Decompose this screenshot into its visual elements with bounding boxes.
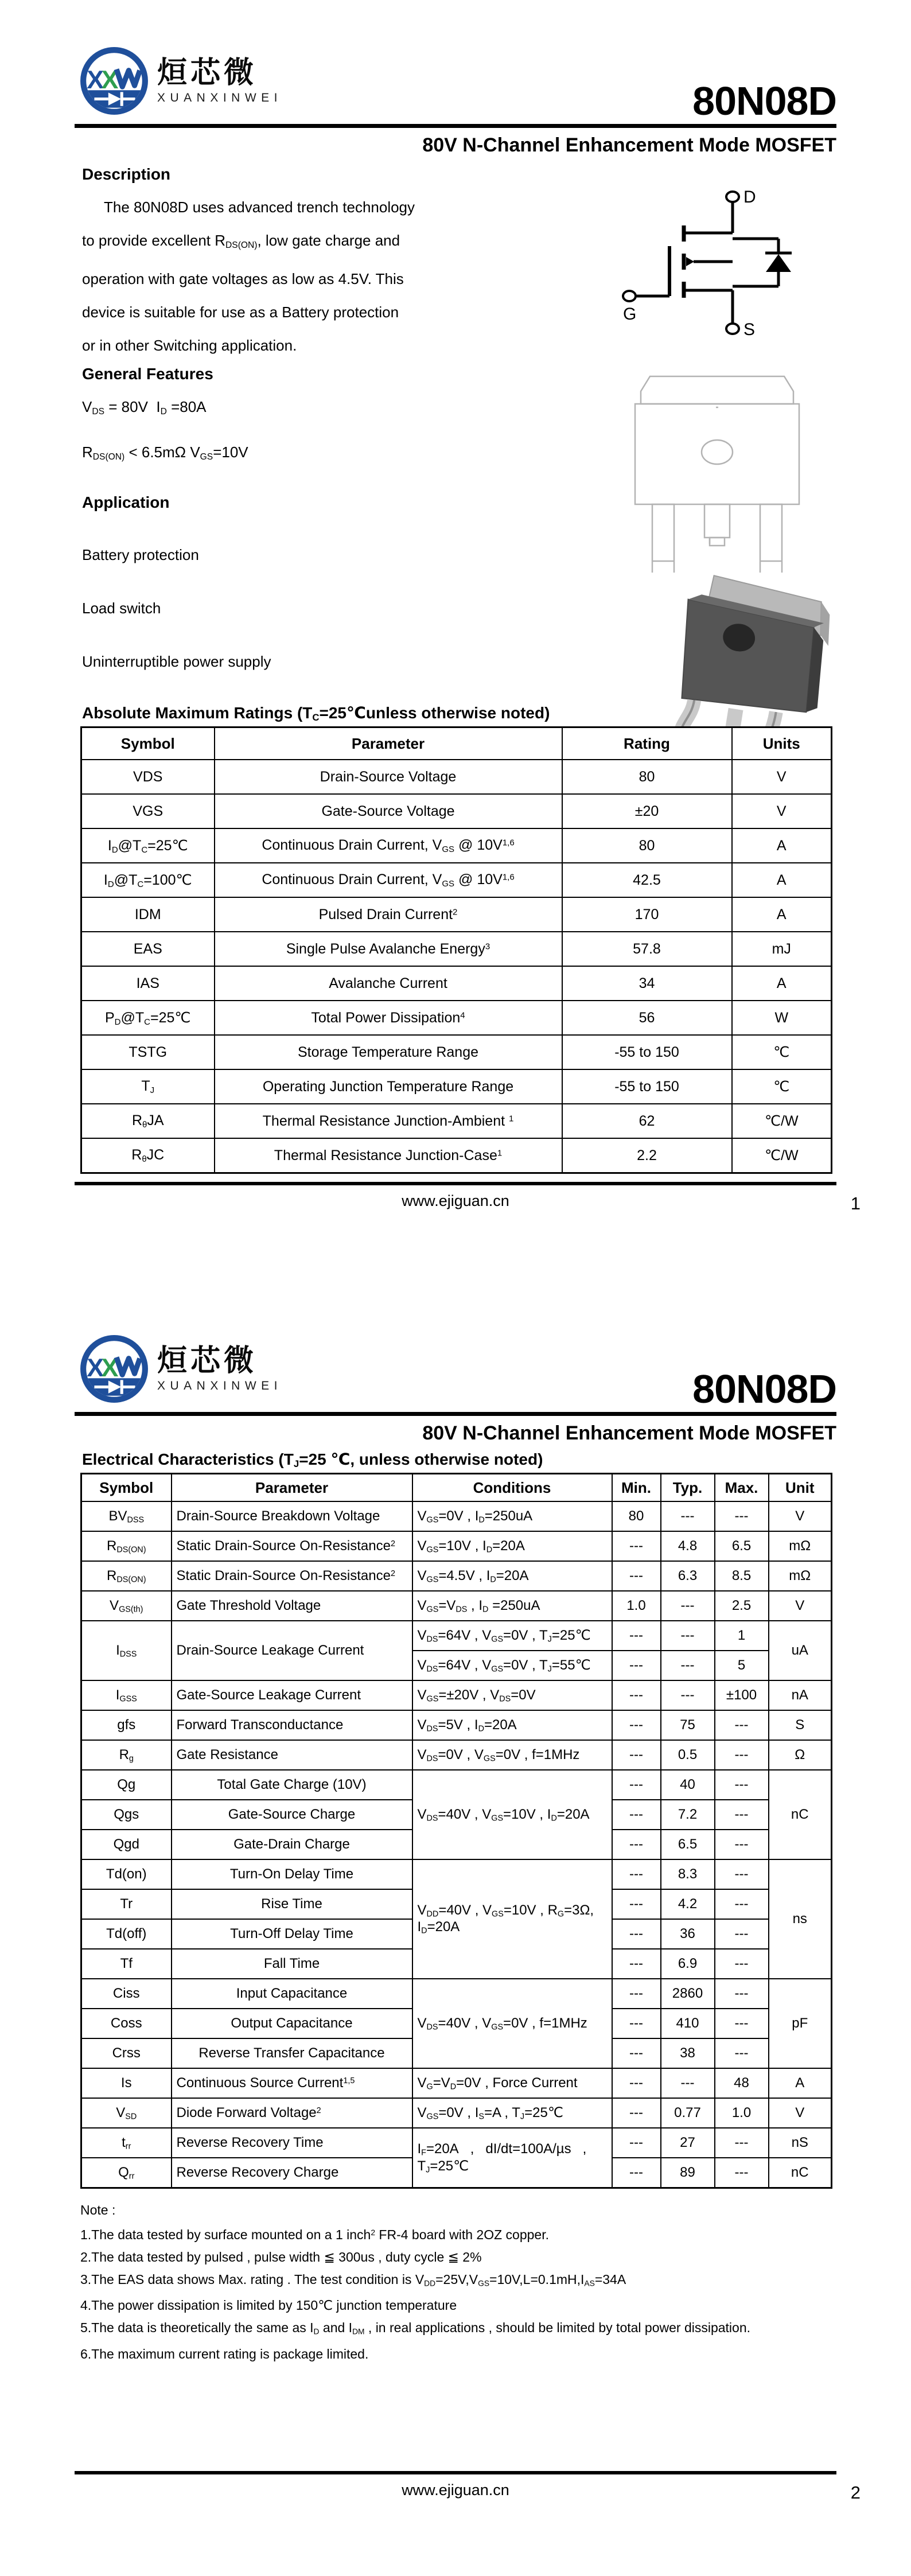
table-cell: 6.3 <box>661 1561 715 1591</box>
table-row <box>81 1104 832 1138</box>
table-cell: --- <box>715 1710 769 1740</box>
table-cell: 8.5 <box>715 1561 769 1591</box>
table-cell: Gate Threshold Voltage <box>172 1591 412 1621</box>
column-header: Units <box>732 727 832 760</box>
column-header: Typ. <box>661 1474 715 1502</box>
table-cell: 0.5 <box>661 1740 715 1770</box>
table-cell: Qg <box>81 1770 172 1800</box>
table-cell: Input Capacitance <box>172 1979 412 2009</box>
table-cell: $R_{DS(ON)}$ <box>81 1561 172 1591</box>
table-cell: --- <box>715 1770 769 1800</box>
table-cell: V <box>732 794 832 828</box>
table-cell: $I_{GSS}$ <box>81 1680 172 1710</box>
table-cell: 57.8 <box>562 932 732 966</box>
table-cell: --- <box>612 1919 661 1949</box>
table-cell: VDS <box>81 760 215 794</box>
terminal-label-d: D <box>743 188 756 207</box>
table-cell: ℃ <box>732 1035 832 1069</box>
table-cell: --- <box>715 1830 769 1859</box>
table-cell: W <box>732 1001 832 1035</box>
table-row <box>81 828 832 863</box>
header-row <box>81 1474 832 1502</box>
table-cell: --- <box>612 2038 661 2068</box>
svg-text:X: X <box>87 1354 104 1383</box>
table-cell: Is <box>81 2068 172 2098</box>
part-number: 80N08D <box>692 79 836 123</box>
page-number: 1 <box>850 1193 861 1213</box>
table-header <box>81 727 832 760</box>
header-row <box>81 727 832 760</box>
table-cell: IAS <box>81 966 215 1001</box>
table-cell: 7.2 <box>661 1800 715 1830</box>
electrical-characteristics-table <box>80 1473 832 2189</box>
table-row <box>81 1138 832 1173</box>
footer-rule <box>75 2471 836 2474</box>
table-cell: Gate-Source Charge <box>172 1800 412 1830</box>
table-header <box>81 1474 832 1502</box>
table-row <box>81 1561 832 1591</box>
brand-name-cn: 烜芯微 <box>157 1344 258 1378</box>
table-cell: $V_{GS}=0V$ , $I_D=250uA$ <box>412 1501 612 1531</box>
table-cell: 4.2 <box>661 1889 715 1919</box>
table-cell: $V_{GS}=0V$ , $I_S=A$ , $T_J=25℃$ <box>412 2098 612 2128</box>
table-cell: $I_{DSS}$ <box>81 1621 172 1680</box>
column-header: Rating <box>562 727 732 760</box>
table-cell: nS <box>769 2128 832 2158</box>
table-cell: ℃ <box>732 1069 832 1104</box>
table-cell: Continuous Drain Current, $V_{GS}$ @ $10V^{1,6}$ <box>215 863 562 897</box>
table-cell: V <box>769 1501 832 1531</box>
table-cell: ℃/W <box>732 1104 832 1138</box>
table-cell: --- <box>612 1830 661 1859</box>
table-cell: Diode Forward Voltage$^2$ <box>172 2098 412 2128</box>
notes-section <box>80 2199 750 2365</box>
table-cell: V <box>769 2098 832 2128</box>
table-cell: Gate-Source Leakage Current <box>172 1680 412 1710</box>
table-cell: --- <box>612 2068 661 2098</box>
table-cell: Output Capacitance <box>172 2009 412 2038</box>
table-row <box>81 2128 832 2158</box>
brand-name-en: XUANXINWEI <box>157 1379 283 1392</box>
table-cell: --- <box>612 2128 661 2158</box>
column-header: Symbol <box>81 1474 172 1502</box>
table-cell: Td(on) <box>81 1859 172 1889</box>
table-cell: --- <box>661 1680 715 1710</box>
table-cell: Ω <box>769 1740 832 1770</box>
table-row <box>81 863 832 897</box>
table-cell: 410 <box>661 2009 715 2038</box>
table-cell: --- <box>612 1651 661 1680</box>
table-cell: 2.5 <box>715 1591 769 1621</box>
table-cell: 48 <box>715 2068 769 2098</box>
table-cell: 80 <box>562 760 732 794</box>
table-cell: --- <box>661 1591 715 1621</box>
table-cell: V <box>769 1591 832 1621</box>
table-cell: Thermal Resistance Junction-Case$^1$ <box>215 1138 562 1173</box>
table-cell: Static Drain-Source On-Resistance$^2$ <box>172 1561 412 1591</box>
table-cell: 2.2 <box>562 1138 732 1173</box>
table-cell: gfs <box>81 1710 172 1740</box>
table-cell: Continuous Drain Current, $V_{GS}$ @ $10V^{1,6}$ <box>215 828 562 863</box>
table-cell: Tf <box>81 1949 172 1979</box>
footer-url: www.ejiguan.cn <box>402 2481 509 2499</box>
table-cell: 75 <box>661 1710 715 1740</box>
table-row <box>81 1591 832 1621</box>
column-header: Unit <box>769 1474 832 1502</box>
description-line: device is suitable for use as a Battery protection <box>82 303 399 321</box>
table-cell: ±100 <box>715 1680 769 1710</box>
table-cell: VGS <box>81 794 215 828</box>
column-header: Parameter <box>172 1474 412 1502</box>
column-header: Max. <box>715 1474 769 1502</box>
brand-logo-icon <box>79 46 149 116</box>
table-cell: --- <box>661 1651 715 1680</box>
description-paragraph <box>82 190 587 362</box>
table-cell: Ciss <box>81 1979 172 2009</box>
column-header: Conditions <box>412 1474 612 1502</box>
terminal-label-s: S <box>743 320 756 339</box>
table-cell: --- <box>612 1889 661 1919</box>
table-cell: Continuous Source Current$^{1,5}$ <box>172 2068 412 2098</box>
table-row <box>81 966 832 1001</box>
table-cell: 1 <box>715 1621 769 1651</box>
table-cell: 6.9 <box>661 1949 715 1979</box>
table-cell: $R_\theta JA$ <box>81 1104 215 1138</box>
table-row <box>81 2068 832 2098</box>
header-rule <box>75 124 836 128</box>
table-cell: Qgd <box>81 1830 172 1859</box>
table-cell: --- <box>612 1859 661 1889</box>
table-row <box>81 1979 832 2009</box>
terminal-label-g: G <box>623 305 637 324</box>
table-cell: Gate-Drain Charge <box>172 1830 412 1859</box>
notes-list <box>80 2221 750 2365</box>
table-row <box>81 1859 832 1889</box>
table-cell: --- <box>715 1740 769 1770</box>
mosfet-symbol-icon <box>615 170 804 365</box>
table-cell: Tr <box>81 1889 172 1919</box>
table-cell: 1.0 <box>715 2098 769 2128</box>
table-cell: A <box>732 897 832 932</box>
absolute-maximum-ratings-table <box>80 726 832 1174</box>
table-cell: $BV_{DSS}$ <box>81 1501 172 1531</box>
table-cell: pF <box>769 1979 832 2068</box>
table-cell: A <box>732 966 832 1001</box>
table-cell: 80 <box>612 1501 661 1531</box>
table-cell: Thermal Resistance Junction-Ambient $^1$ <box>215 1104 562 1138</box>
table-cell: $V_{GS}=4.5V$ , $I_D=20A$ <box>412 1561 612 1591</box>
table-cell: Single Pulse Avalanche Energy$^3$ <box>215 932 562 966</box>
table-cell: Reverse Transfer Capacitance <box>172 2038 412 2068</box>
table-row <box>81 1501 832 1531</box>
table-cell: Rise Time <box>172 1889 412 1919</box>
table-cell: --- <box>612 1979 661 2009</box>
table-cell: --- <box>612 2158 661 2188</box>
table-cell: --- <box>715 1889 769 1919</box>
table-cell: $I_F=20A$ , dI/dt=100A/µs , $T_J=25℃$ <box>412 2128 612 2188</box>
table-cell: Reverse Recovery Time <box>172 2128 412 2158</box>
application-item: Battery protection <box>82 546 199 563</box>
table-row <box>81 2098 832 2128</box>
table-cell: TSTG <box>81 1035 215 1069</box>
table-cell: $V_{DS}=64V$ , $V_{GS}=0V$ , $T_J=25℃$ <box>412 1621 612 1651</box>
description-line: operation with gate voltages as low as 4.5V. This <box>82 270 404 287</box>
table-cell: 4.8 <box>661 1531 715 1561</box>
table-cell: V <box>732 760 832 794</box>
table-row <box>81 1710 832 1740</box>
table-cell: 40 <box>661 1770 715 1800</box>
table-row <box>81 932 832 966</box>
description-line: or in other Switching application. <box>82 336 297 354</box>
table-cell: -55 to 150 <box>562 1035 732 1069</box>
note-line: 4.The power dissipation is limited by 150℃ junction temperature <box>80 2298 457 2313</box>
footer-rule <box>75 1182 836 1185</box>
table-cell: 5 <box>715 1651 769 1680</box>
mosfet-arrow <box>686 257 694 266</box>
table-cell: --- <box>612 2009 661 2038</box>
table-cell: nC <box>769 2158 832 2188</box>
page-number: 2 <box>850 2482 861 2503</box>
table-row <box>81 1680 832 1710</box>
table-cell: 89 <box>661 2158 715 2188</box>
ec-table-title: Electrical Characteristics ($T_J=25$ ℃, unless otherwise noted) <box>82 1450 543 1470</box>
part-number: 80N08D <box>692 1367 836 1411</box>
table-cell: $V_{GS}=10V$ , $I_D=20A$ <box>412 1531 612 1561</box>
table-cell: $I_D@T_C=25℃$ <box>81 828 215 863</box>
application-item: Load switch <box>82 600 161 617</box>
package-outline-drawing <box>622 372 812 573</box>
table-cell: $I_D@T_C=100℃$ <box>81 863 215 897</box>
table-cell: Operating Junction Temperature Range <box>215 1069 562 1104</box>
table-cell: nA <box>769 1680 832 1710</box>
table-cell: uA <box>769 1621 832 1680</box>
table-cell: $V_{DS}=64V$ , $V_{GS}=0V$ , $T_J=55℃$ <box>412 1651 612 1680</box>
table-cell: 62 <box>562 1104 732 1138</box>
table-cell: --- <box>612 2098 661 2128</box>
table-cell: $P_D@T_C=25℃$ <box>81 1001 215 1035</box>
table-row <box>81 760 832 794</box>
table-row <box>81 794 832 828</box>
table-cell: S <box>769 1710 832 1740</box>
table-cell: 6.5 <box>661 1830 715 1859</box>
column-header: Min. <box>612 1474 661 1502</box>
table-cell: ±20 <box>562 794 732 828</box>
table-cell: IDM <box>81 897 215 932</box>
table-cell: --- <box>715 2128 769 2158</box>
column-header: Symbol <box>81 727 215 760</box>
table-cell: Turn-Off Delay Time <box>172 1919 412 1949</box>
table-cell: $V_{DS}=40V$ , $V_{GS}=0V$ , f=1MHz <box>412 1979 612 2068</box>
application-heading: Application <box>82 493 170 511</box>
company-logo <box>79 46 282 116</box>
table-cell: Total Gate Charge (10V) <box>172 1770 412 1800</box>
table-cell: $Q_{rr}$ <box>81 2158 172 2188</box>
table-cell: -55 to 150 <box>562 1069 732 1104</box>
table-cell: Drain-Source Breakdown Voltage <box>172 1501 412 1531</box>
table-row <box>81 1069 832 1104</box>
table-cell: --- <box>715 1949 769 1979</box>
table-cell: --- <box>715 1800 769 1830</box>
table-cell: --- <box>612 1800 661 1830</box>
table-cell: 34 <box>562 966 732 1001</box>
table-cell: Pulsed Drain Current$^2$ <box>215 897 562 932</box>
table-cell: --- <box>661 2068 715 2098</box>
table-cell: $V_{DD}=40V$ , $V_{GS}=10V$ , $R_G=3\Omega$, $I_D=20A$ <box>412 1859 612 1979</box>
table-cell: --- <box>715 1919 769 1949</box>
table-cell: --- <box>612 1621 661 1651</box>
brand-name-en: XUANXINWEI <box>157 91 283 104</box>
table-cell: 36 <box>661 1919 715 1949</box>
table-cell: Gate-Source Voltage <box>215 794 562 828</box>
document-subtitle: 80V N-Channel Enhancement Mode MOSFET <box>422 134 836 156</box>
table-cell: --- <box>715 2158 769 2188</box>
table-cell: Drain-Source Leakage Current <box>172 1621 412 1680</box>
table-row <box>81 1740 832 1770</box>
table-cell: A <box>769 2068 832 2098</box>
table-cell: --- <box>661 1621 715 1651</box>
table-cell: 2860 <box>661 1979 715 2009</box>
table-cell: 1.0 <box>612 1591 661 1621</box>
table-cell: $R_\theta JC$ <box>81 1138 215 1173</box>
table-cell: Static Drain-Source On-Resistance$^2$ <box>172 1531 412 1561</box>
table-cell: 56 <box>562 1001 732 1035</box>
table-row <box>81 1621 832 1651</box>
feature-line: $R_{DS(ON)} < 6.5m\Omega$ $V_{GS}=10V$ <box>82 443 248 462</box>
table-row <box>81 1035 832 1069</box>
table-cell: --- <box>612 1680 661 1710</box>
table-cell: mΩ <box>769 1531 832 1561</box>
footer-url: www.ejiguan.cn <box>402 1192 509 1209</box>
table-cell: $V_{SD}$ <box>81 2098 172 2128</box>
table-cell: --- <box>715 1859 769 1889</box>
notes-title: Note : <box>80 2203 116 2217</box>
description-heading: Description <box>82 165 171 183</box>
table-cell: Drain-Source Voltage <box>215 760 562 794</box>
table-cell: Crss <box>81 2038 172 2068</box>
table-cell: $V_{GS(th)}$ <box>81 1591 172 1621</box>
table-cell: --- <box>715 1501 769 1531</box>
description-line: The 80N08D uses advanced trench technology <box>104 199 415 216</box>
table-cell: nC <box>769 1770 832 1859</box>
table-cell: 6.5 <box>715 1531 769 1561</box>
note-line: 2.The data tested by pulsed , pulse width ≦ 300us , duty cycle ≦ 2% <box>80 2249 482 2264</box>
table-cell: ℃/W <box>732 1138 832 1173</box>
body-diode <box>766 254 791 272</box>
column-header: Parameter <box>215 727 562 760</box>
table-cell: Reverse Recovery Charge <box>172 2158 412 2188</box>
svg-text:X: X <box>101 1354 119 1383</box>
table-row <box>81 897 832 932</box>
table-cell: --- <box>612 1531 661 1561</box>
table-cell: $V_{GS}=\pm 20V$ , $V_{DS}=0V$ <box>412 1680 612 1710</box>
table-cell: --- <box>715 1979 769 2009</box>
amr-table-title: Absolute Maximum Ratings ($T_C=25℃unless$ otherwise noted) <box>82 704 550 723</box>
table-cell: $T_J$ <box>81 1069 215 1104</box>
table-cell: Fall Time <box>172 1949 412 1979</box>
brand-logo-icon <box>79 1334 149 1404</box>
table-cell: A <box>732 828 832 863</box>
table-cell: Td(off) <box>81 1919 172 1949</box>
table-cell: 38 <box>661 2038 715 2068</box>
table-cell: Storage Temperature Range <box>215 1035 562 1069</box>
table-cell: $V_G=V_D=0V$ , Force Current <box>412 2068 612 2098</box>
table-cell: --- <box>715 2009 769 2038</box>
svg-text:X: X <box>101 66 119 95</box>
note-line: 6.The maximum current rating is package limited. <box>80 2346 369 2361</box>
table-cell: Total Power Dissipation$^4$ <box>215 1001 562 1035</box>
document-subtitle: 80V N-Channel Enhancement Mode MOSFET <box>422 1422 836 1444</box>
table-cell: Qgs <box>81 1800 172 1830</box>
table-cell: Forward Transconductance <box>172 1710 412 1740</box>
table-cell: ns <box>769 1859 832 1979</box>
table-cell: $V_{DS}=40V$ , $V_{GS}=10V$ , $I_D=20A$ <box>412 1770 612 1859</box>
table-cell: 170 <box>562 897 732 932</box>
table-cell: 8.3 <box>661 1859 715 1889</box>
note-line: 3.The EAS data shows Max. rating . The test condition is $V_{DD}=25V,V_{GS}=10V,L=0.1mH,I_{AS}=34A$ <box>80 2271 626 2288</box>
table-cell: $V_{DS}=5V$ , $I_D=20A$ <box>412 1710 612 1740</box>
table-cell: Turn-On Delay Time <box>172 1859 412 1889</box>
table-cell: 80 <box>562 828 732 863</box>
table-cell: $V_{DS}=0V$ , $V_{GS}=0V$ , f=1MHz <box>412 1740 612 1770</box>
table-cell: mΩ <box>769 1561 832 1591</box>
table-cell: mJ <box>732 932 832 966</box>
table-cell: 27 <box>661 2128 715 2158</box>
table-cell: $R_g$ <box>81 1740 172 1770</box>
table-cell: Avalanche Current <box>215 966 562 1001</box>
header-rule <box>75 1412 836 1416</box>
company-logo <box>79 1334 282 1404</box>
table-row <box>81 1770 832 1800</box>
brand-name-cn: 烜芯微 <box>157 56 258 90</box>
application-item: Uninterruptible power supply <box>82 653 271 670</box>
table-cell: EAS <box>81 932 215 966</box>
table-cell: --- <box>612 1770 661 1800</box>
table-cell: --- <box>612 1949 661 1979</box>
table-cell: A <box>732 863 832 897</box>
application-list <box>82 546 271 706</box>
table-row <box>81 1531 832 1561</box>
table-cell: --- <box>661 1501 715 1531</box>
table-cell: --- <box>612 1710 661 1740</box>
table-cell: --- <box>715 2038 769 2068</box>
table-cell: Gate Resistance <box>172 1740 412 1770</box>
table-row <box>81 1001 832 1035</box>
note-line: 5.The data is theoretically the same as $I_D$ and $I_{DM}$ , in real applications , should be limited by total power dissipation. <box>80 2320 751 2336</box>
table-cell: Coss <box>81 2009 172 2038</box>
table-cell: $t_{rr}$ <box>81 2128 172 2158</box>
table-cell: 42.5 <box>562 863 732 897</box>
table-cell: $V_{GS}=V_{DS}$ , $I_D =250uA$ <box>412 1591 612 1621</box>
note-line: 1.The data tested by surface mounted on a 1 inch$^2$ FR-4 board with 2OZ copper. <box>80 2227 549 2242</box>
general-features-list <box>82 398 248 489</box>
page-2 <box>0 1288 911 2576</box>
table-cell: --- <box>612 1740 661 1770</box>
general-features-heading: General Features <box>82 365 213 383</box>
table-cell: 0.77 <box>661 2098 715 2128</box>
feature-line: $V_{DS} = 80V$ $I_D =80A$ <box>82 398 207 417</box>
table-cell: --- <box>612 1561 661 1591</box>
table-cell: $R_{DS(ON)}$ <box>81 1531 172 1561</box>
svg-text:X: X <box>87 66 104 95</box>
description-line: to provide excellent $R_{DS(ON)}$, low gate charge and <box>82 232 400 250</box>
